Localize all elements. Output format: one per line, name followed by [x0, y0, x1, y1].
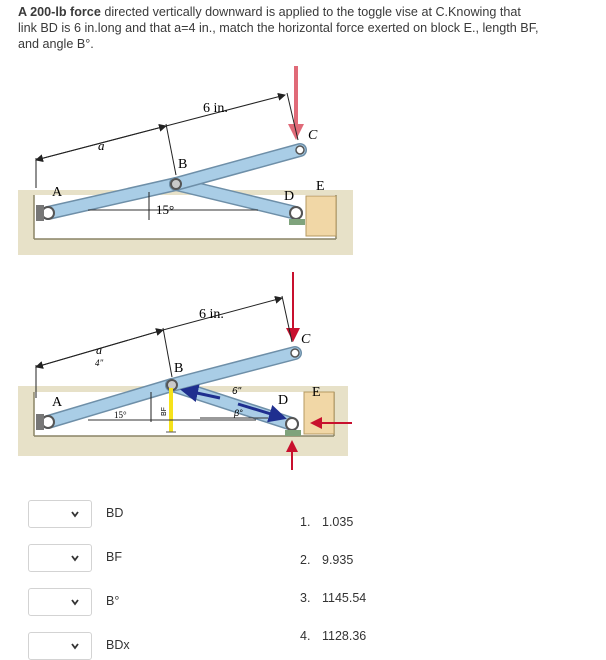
pin-b	[171, 179, 181, 189]
angle-label: 15°	[156, 202, 175, 217]
chevron-down-icon	[69, 552, 81, 564]
handle-bc	[176, 150, 300, 184]
chevron-down-icon	[69, 596, 81, 608]
label-b-2: B	[174, 361, 184, 376]
handle-bc-2	[172, 353, 295, 385]
bf-label: BF	[161, 407, 168, 416]
select-bdx[interactable]	[28, 632, 92, 660]
top-figure	[18, 66, 353, 255]
row-label-b-angle: B°	[106, 594, 120, 608]
beta-label: β°	[234, 408, 243, 418]
pin-d-2	[286, 418, 298, 430]
bottom-figure	[18, 272, 352, 470]
answer-option-2: 2. 9.935	[300, 553, 354, 567]
select-bf[interactable]	[28, 544, 92, 572]
dim-a-note: 4"	[95, 358, 104, 368]
block-e	[306, 196, 336, 236]
label-d: D	[284, 189, 295, 204]
label-e-2: E	[312, 385, 321, 400]
pin-c-2	[291, 349, 299, 357]
answer-option-4: 4. 1128.36	[300, 629, 367, 643]
six-inch-label: 6"	[232, 386, 242, 397]
label-a-2: A	[52, 395, 63, 410]
row-label-bf: BF	[106, 550, 122, 564]
problem-bold-prefix: A 200-lb force	[18, 5, 101, 19]
row-label-bdx: BDx	[106, 638, 130, 652]
problem-line1: directed vertically downward is applied to the toggle vise at C.Knowing that	[100, 5, 521, 19]
pin-d	[290, 207, 302, 219]
problem-line3: and angle B°.	[18, 37, 94, 51]
label-a: A	[52, 185, 63, 200]
problem-line2: link BD is 6 in.long and that a=4 in., match the horizontal force exerted on block E., length BF,	[18, 21, 539, 35]
dim-a-label-2: a	[96, 343, 102, 357]
answer-option-3: 3. 1145.54	[300, 591, 367, 605]
label-b: B	[178, 157, 188, 172]
label-c-2: C	[301, 332, 311, 347]
pin-c	[296, 146, 304, 154]
label-c: C	[308, 128, 318, 143]
label-d-2: D	[278, 393, 289, 408]
chevron-down-icon	[69, 508, 81, 520]
dim-a-label: a	[98, 138, 105, 153]
chevron-down-icon	[69, 640, 81, 652]
select-b-angle[interactable]	[28, 588, 92, 616]
select-bd[interactable]	[28, 500, 92, 528]
answer-option-1: 1. 1.035	[300, 515, 354, 529]
dim-6in-label-2: 6 in.	[199, 307, 224, 322]
row-label-bd: BD	[106, 506, 124, 520]
label-e: E	[316, 179, 325, 194]
angle-label-2: 15°	[114, 410, 127, 420]
dim-6in-label: 6 in.	[203, 101, 228, 116]
